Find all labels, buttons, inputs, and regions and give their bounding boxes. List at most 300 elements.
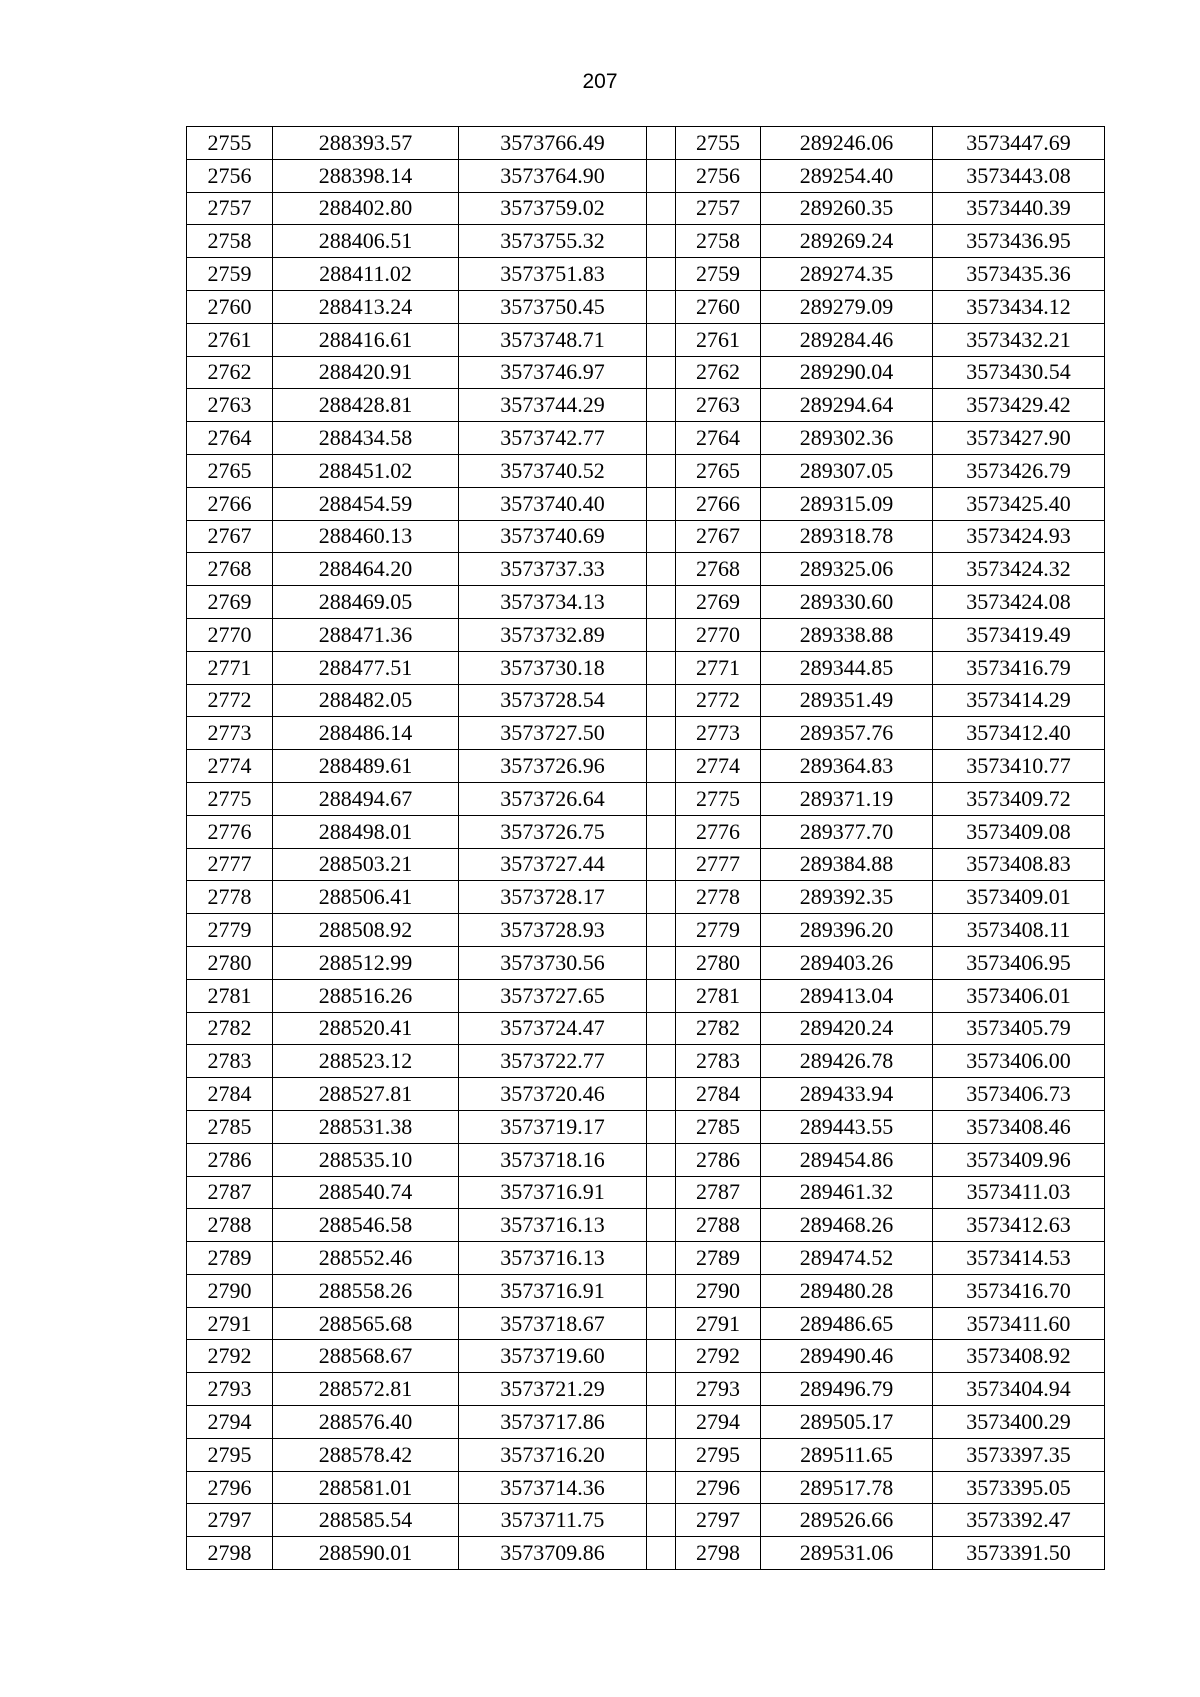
right-point-id-cell: 2756 bbox=[676, 159, 761, 192]
right-x-cell: 289403.26 bbox=[761, 946, 933, 979]
left-x-cell: 288565.68 bbox=[273, 1307, 459, 1340]
right-y-cell: 3573424.93 bbox=[933, 520, 1105, 553]
right-x-cell: 289260.35 bbox=[761, 192, 933, 225]
right-point-id-cell: 2787 bbox=[676, 1176, 761, 1209]
right-y-cell: 3573419.49 bbox=[933, 618, 1105, 651]
left-point-id-cell: 2791 bbox=[187, 1307, 273, 1340]
left-x-cell: 288498.01 bbox=[273, 815, 459, 848]
left-x-cell: 288585.54 bbox=[273, 1504, 459, 1537]
right-y-cell: 3573436.95 bbox=[933, 225, 1105, 258]
right-x-cell: 289396.20 bbox=[761, 914, 933, 947]
coordinates-table bbox=[186, 126, 1105, 1570]
right-y-cell: 3573429.42 bbox=[933, 389, 1105, 422]
left-y-cell: 3573709.86 bbox=[459, 1537, 647, 1570]
right-y-cell: 3573411.03 bbox=[933, 1176, 1105, 1209]
left-x-cell: 288420.91 bbox=[273, 356, 459, 389]
left-y-cell: 3573718.16 bbox=[459, 1143, 647, 1176]
right-point-id-cell: 2769 bbox=[676, 586, 761, 619]
left-point-id-cell: 2760 bbox=[187, 290, 273, 323]
right-y-cell: 3573408.92 bbox=[933, 1340, 1105, 1373]
right-y-cell: 3573397.35 bbox=[933, 1438, 1105, 1471]
left-point-id-cell: 2766 bbox=[187, 487, 273, 520]
right-x-cell: 289511.65 bbox=[761, 1438, 933, 1471]
left-y-cell: 3573727.44 bbox=[459, 848, 647, 881]
right-x-cell: 289420.24 bbox=[761, 1012, 933, 1045]
left-y-cell: 3573719.60 bbox=[459, 1340, 647, 1373]
left-point-id-cell: 2798 bbox=[187, 1537, 273, 1570]
right-y-cell: 3573424.08 bbox=[933, 586, 1105, 619]
right-y-cell: 3573424.32 bbox=[933, 553, 1105, 586]
left-y-cell: 3573732.89 bbox=[459, 618, 647, 651]
left-point-id-cell: 2772 bbox=[187, 684, 273, 717]
table-row bbox=[187, 1537, 1105, 1570]
left-y-cell: 3573726.96 bbox=[459, 750, 647, 783]
left-y-cell: 3573714.36 bbox=[459, 1471, 647, 1504]
gap-cell bbox=[647, 651, 676, 684]
left-point-id-cell: 2761 bbox=[187, 323, 273, 356]
right-point-id-cell: 2781 bbox=[676, 979, 761, 1012]
right-y-cell: 3573447.69 bbox=[933, 127, 1105, 160]
right-point-id-cell: 2759 bbox=[676, 258, 761, 291]
right-point-id-cell: 2773 bbox=[676, 717, 761, 750]
right-y-cell: 3573412.40 bbox=[933, 717, 1105, 750]
table-row bbox=[187, 717, 1105, 750]
left-y-cell: 3573748.71 bbox=[459, 323, 647, 356]
right-x-cell: 289526.66 bbox=[761, 1504, 933, 1537]
left-point-id-cell: 2794 bbox=[187, 1406, 273, 1439]
right-y-cell: 3573425.40 bbox=[933, 487, 1105, 520]
left-y-cell: 3573724.47 bbox=[459, 1012, 647, 1045]
left-point-id-cell: 2785 bbox=[187, 1110, 273, 1143]
table-row bbox=[187, 1373, 1105, 1406]
left-y-cell: 3573720.46 bbox=[459, 1078, 647, 1111]
left-x-cell: 288540.74 bbox=[273, 1176, 459, 1209]
left-y-cell: 3573718.67 bbox=[459, 1307, 647, 1340]
table-row bbox=[187, 750, 1105, 783]
right-point-id-cell: 2763 bbox=[676, 389, 761, 422]
left-y-cell: 3573719.17 bbox=[459, 1110, 647, 1143]
gap-cell bbox=[647, 290, 676, 323]
left-point-id-cell: 2759 bbox=[187, 258, 273, 291]
left-y-cell: 3573742.77 bbox=[459, 422, 647, 455]
left-point-id-cell: 2767 bbox=[187, 520, 273, 553]
left-point-id-cell: 2781 bbox=[187, 979, 273, 1012]
gap-cell bbox=[647, 848, 676, 881]
right-point-id-cell: 2765 bbox=[676, 454, 761, 487]
left-x-cell: 288460.13 bbox=[273, 520, 459, 553]
right-x-cell: 289490.46 bbox=[761, 1340, 933, 1373]
left-y-cell: 3573726.64 bbox=[459, 782, 647, 815]
gap-cell bbox=[647, 1307, 676, 1340]
table-row bbox=[187, 258, 1105, 291]
left-point-id-cell: 2787 bbox=[187, 1176, 273, 1209]
right-y-cell: 3573427.90 bbox=[933, 422, 1105, 455]
right-y-cell: 3573409.01 bbox=[933, 881, 1105, 914]
right-y-cell: 3573406.73 bbox=[933, 1078, 1105, 1111]
left-x-cell: 288471.36 bbox=[273, 618, 459, 651]
right-x-cell: 289315.09 bbox=[761, 487, 933, 520]
right-point-id-cell: 2757 bbox=[676, 192, 761, 225]
right-x-cell: 289480.28 bbox=[761, 1274, 933, 1307]
left-point-id-cell: 2776 bbox=[187, 815, 273, 848]
left-x-cell: 288416.61 bbox=[273, 323, 459, 356]
left-point-id-cell: 2783 bbox=[187, 1045, 273, 1078]
right-x-cell: 289443.55 bbox=[761, 1110, 933, 1143]
right-x-cell: 289318.78 bbox=[761, 520, 933, 553]
table-row bbox=[187, 1110, 1105, 1143]
gap-cell bbox=[647, 881, 676, 914]
right-point-id-cell: 2768 bbox=[676, 553, 761, 586]
right-y-cell: 3573434.12 bbox=[933, 290, 1105, 323]
right-point-id-cell: 2782 bbox=[676, 1012, 761, 1045]
left-point-id-cell: 2757 bbox=[187, 192, 273, 225]
right-y-cell: 3573400.29 bbox=[933, 1406, 1105, 1439]
left-y-cell: 3573740.40 bbox=[459, 487, 647, 520]
left-x-cell: 288512.99 bbox=[273, 946, 459, 979]
right-point-id-cell: 2755 bbox=[676, 127, 761, 160]
left-point-id-cell: 2769 bbox=[187, 586, 273, 619]
left-y-cell: 3573728.17 bbox=[459, 881, 647, 914]
gap-cell bbox=[647, 192, 676, 225]
left-y-cell: 3573759.02 bbox=[459, 192, 647, 225]
right-point-id-cell: 2780 bbox=[676, 946, 761, 979]
left-y-cell: 3573716.13 bbox=[459, 1209, 647, 1242]
left-x-cell: 288464.20 bbox=[273, 553, 459, 586]
gap-cell bbox=[647, 1143, 676, 1176]
right-x-cell: 289364.83 bbox=[761, 750, 933, 783]
table-row bbox=[187, 914, 1105, 947]
left-point-id-cell: 2778 bbox=[187, 881, 273, 914]
left-point-id-cell: 2756 bbox=[187, 159, 273, 192]
table-row bbox=[187, 487, 1105, 520]
right-x-cell: 289246.06 bbox=[761, 127, 933, 160]
right-point-id-cell: 2784 bbox=[676, 1078, 761, 1111]
left-x-cell: 288406.51 bbox=[273, 225, 459, 258]
table-row bbox=[187, 651, 1105, 684]
right-x-cell: 289279.09 bbox=[761, 290, 933, 323]
table-row bbox=[187, 586, 1105, 619]
left-y-cell: 3573744.29 bbox=[459, 389, 647, 422]
right-point-id-cell: 2786 bbox=[676, 1143, 761, 1176]
gap-cell bbox=[647, 1504, 676, 1537]
table-row bbox=[187, 1078, 1105, 1111]
table-row bbox=[187, 290, 1105, 323]
right-point-id-cell: 2771 bbox=[676, 651, 761, 684]
right-x-cell: 289284.46 bbox=[761, 323, 933, 356]
right-x-cell: 289290.04 bbox=[761, 356, 933, 389]
left-point-id-cell: 2768 bbox=[187, 553, 273, 586]
right-y-cell: 3573411.60 bbox=[933, 1307, 1105, 1340]
right-y-cell: 3573392.47 bbox=[933, 1504, 1105, 1537]
left-x-cell: 288411.02 bbox=[273, 258, 459, 291]
left-x-cell: 288482.05 bbox=[273, 684, 459, 717]
right-point-id-cell: 2783 bbox=[676, 1045, 761, 1078]
gap-cell bbox=[647, 1176, 676, 1209]
gap-cell bbox=[647, 225, 676, 258]
table-row bbox=[187, 1176, 1105, 1209]
table-row bbox=[187, 1340, 1105, 1373]
right-point-id-cell: 2776 bbox=[676, 815, 761, 848]
right-y-cell: 3573406.01 bbox=[933, 979, 1105, 1012]
left-point-id-cell: 2758 bbox=[187, 225, 273, 258]
gap-cell bbox=[647, 1274, 676, 1307]
left-y-cell: 3573740.52 bbox=[459, 454, 647, 487]
right-x-cell: 289505.17 bbox=[761, 1406, 933, 1439]
left-x-cell: 288508.92 bbox=[273, 914, 459, 947]
right-x-cell: 289274.35 bbox=[761, 258, 933, 291]
left-point-id-cell: 2796 bbox=[187, 1471, 273, 1504]
left-y-cell: 3573721.29 bbox=[459, 1373, 647, 1406]
table-row bbox=[187, 323, 1105, 356]
left-x-cell: 288552.46 bbox=[273, 1242, 459, 1275]
right-x-cell: 289384.88 bbox=[761, 848, 933, 881]
left-x-cell: 288486.14 bbox=[273, 717, 459, 750]
right-y-cell: 3573408.83 bbox=[933, 848, 1105, 881]
right-point-id-cell: 2791 bbox=[676, 1307, 761, 1340]
left-point-id-cell: 2780 bbox=[187, 946, 273, 979]
gap-cell bbox=[647, 487, 676, 520]
right-x-cell: 289377.70 bbox=[761, 815, 933, 848]
right-y-cell: 3573414.53 bbox=[933, 1242, 1105, 1275]
gap-cell bbox=[647, 684, 676, 717]
right-y-cell: 3573432.21 bbox=[933, 323, 1105, 356]
right-y-cell: 3573409.08 bbox=[933, 815, 1105, 848]
left-point-id-cell: 2795 bbox=[187, 1438, 273, 1471]
right-y-cell: 3573405.79 bbox=[933, 1012, 1105, 1045]
left-point-id-cell: 2774 bbox=[187, 750, 273, 783]
table-row bbox=[187, 356, 1105, 389]
left-y-cell: 3573716.91 bbox=[459, 1274, 647, 1307]
right-point-id-cell: 2785 bbox=[676, 1110, 761, 1143]
left-x-cell: 288494.67 bbox=[273, 782, 459, 815]
right-y-cell: 3573435.36 bbox=[933, 258, 1105, 291]
left-point-id-cell: 2789 bbox=[187, 1242, 273, 1275]
right-x-cell: 289468.26 bbox=[761, 1209, 933, 1242]
right-x-cell: 289474.52 bbox=[761, 1242, 933, 1275]
left-x-cell: 288506.41 bbox=[273, 881, 459, 914]
right-point-id-cell: 2798 bbox=[676, 1537, 761, 1570]
left-x-cell: 288581.01 bbox=[273, 1471, 459, 1504]
right-y-cell: 3573408.11 bbox=[933, 914, 1105, 947]
right-point-id-cell: 2760 bbox=[676, 290, 761, 323]
gap-cell bbox=[647, 815, 676, 848]
table-row bbox=[187, 1504, 1105, 1537]
right-x-cell: 289454.86 bbox=[761, 1143, 933, 1176]
right-point-id-cell: 2775 bbox=[676, 782, 761, 815]
gap-cell bbox=[647, 717, 676, 750]
left-point-id-cell: 2792 bbox=[187, 1340, 273, 1373]
left-x-cell: 288402.80 bbox=[273, 192, 459, 225]
left-y-cell: 3573716.91 bbox=[459, 1176, 647, 1209]
gap-cell bbox=[647, 1110, 676, 1143]
left-y-cell: 3573730.18 bbox=[459, 651, 647, 684]
gap-cell bbox=[647, 454, 676, 487]
right-x-cell: 289307.05 bbox=[761, 454, 933, 487]
right-y-cell: 3573409.96 bbox=[933, 1143, 1105, 1176]
right-point-id-cell: 2795 bbox=[676, 1438, 761, 1471]
right-x-cell: 289269.24 bbox=[761, 225, 933, 258]
table-row bbox=[187, 782, 1105, 815]
right-point-id-cell: 2766 bbox=[676, 487, 761, 520]
table-row bbox=[187, 192, 1105, 225]
left-y-cell: 3573717.86 bbox=[459, 1406, 647, 1439]
left-y-cell: 3573727.65 bbox=[459, 979, 647, 1012]
table-row bbox=[187, 159, 1105, 192]
gap-cell bbox=[647, 979, 676, 1012]
left-point-id-cell: 2773 bbox=[187, 717, 273, 750]
left-x-cell: 288520.41 bbox=[273, 1012, 459, 1045]
left-point-id-cell: 2793 bbox=[187, 1373, 273, 1406]
gap-cell bbox=[647, 1012, 676, 1045]
right-point-id-cell: 2778 bbox=[676, 881, 761, 914]
right-x-cell: 289392.35 bbox=[761, 881, 933, 914]
left-y-cell: 3573716.20 bbox=[459, 1438, 647, 1471]
right-x-cell: 289426.78 bbox=[761, 1045, 933, 1078]
right-point-id-cell: 2796 bbox=[676, 1471, 761, 1504]
left-y-cell: 3573726.75 bbox=[459, 815, 647, 848]
right-x-cell: 289302.36 bbox=[761, 422, 933, 455]
right-y-cell: 3573404.94 bbox=[933, 1373, 1105, 1406]
left-y-cell: 3573728.54 bbox=[459, 684, 647, 717]
table-row bbox=[187, 389, 1105, 422]
left-point-id-cell: 2770 bbox=[187, 618, 273, 651]
right-x-cell: 289496.79 bbox=[761, 1373, 933, 1406]
gap-cell bbox=[647, 618, 676, 651]
right-point-id-cell: 2790 bbox=[676, 1274, 761, 1307]
gap-cell bbox=[647, 520, 676, 553]
gap-cell bbox=[647, 553, 676, 586]
left-point-id-cell: 2779 bbox=[187, 914, 273, 947]
gap-cell bbox=[647, 1537, 676, 1570]
gap-cell bbox=[647, 914, 676, 947]
right-point-id-cell: 2779 bbox=[676, 914, 761, 947]
left-x-cell: 288413.24 bbox=[273, 290, 459, 323]
left-x-cell: 288590.01 bbox=[273, 1537, 459, 1570]
table-row bbox=[187, 1438, 1105, 1471]
gap-cell bbox=[647, 1373, 676, 1406]
right-y-cell: 3573395.05 bbox=[933, 1471, 1105, 1504]
table-row bbox=[187, 1209, 1105, 1242]
left-y-cell: 3573711.75 bbox=[459, 1504, 647, 1537]
left-x-cell: 288428.81 bbox=[273, 389, 459, 422]
gap-cell bbox=[647, 1209, 676, 1242]
left-point-id-cell: 2784 bbox=[187, 1078, 273, 1111]
right-y-cell: 3573409.72 bbox=[933, 782, 1105, 815]
gap-cell bbox=[647, 1340, 676, 1373]
table-row bbox=[187, 848, 1105, 881]
left-y-cell: 3573730.56 bbox=[459, 946, 647, 979]
left-y-cell: 3573740.69 bbox=[459, 520, 647, 553]
right-point-id-cell: 2793 bbox=[676, 1373, 761, 1406]
table-row bbox=[187, 127, 1105, 160]
page-number: 207 bbox=[582, 70, 618, 93]
table-row bbox=[187, 1406, 1105, 1439]
left-x-cell: 288489.61 bbox=[273, 750, 459, 783]
right-point-id-cell: 2770 bbox=[676, 618, 761, 651]
left-point-id-cell: 2797 bbox=[187, 1504, 273, 1537]
table-row bbox=[187, 1307, 1105, 1340]
right-x-cell: 289371.19 bbox=[761, 782, 933, 815]
left-point-id-cell: 2777 bbox=[187, 848, 273, 881]
right-point-id-cell: 2762 bbox=[676, 356, 761, 389]
left-x-cell: 288568.67 bbox=[273, 1340, 459, 1373]
table-row bbox=[187, 815, 1105, 848]
right-x-cell: 289433.94 bbox=[761, 1078, 933, 1111]
table-row bbox=[187, 1274, 1105, 1307]
left-x-cell: 288516.26 bbox=[273, 979, 459, 1012]
right-y-cell: 3573430.54 bbox=[933, 356, 1105, 389]
left-x-cell: 288398.14 bbox=[273, 159, 459, 192]
gap-cell bbox=[647, 1045, 676, 1078]
table-row bbox=[187, 225, 1105, 258]
right-x-cell: 289461.32 bbox=[761, 1176, 933, 1209]
table-row bbox=[187, 684, 1105, 717]
right-x-cell: 289338.88 bbox=[761, 618, 933, 651]
table-row bbox=[187, 1012, 1105, 1045]
left-x-cell: 288531.38 bbox=[273, 1110, 459, 1143]
left-y-cell: 3573716.13 bbox=[459, 1242, 647, 1275]
left-y-cell: 3573746.97 bbox=[459, 356, 647, 389]
gap-cell bbox=[647, 946, 676, 979]
left-x-cell: 288503.21 bbox=[273, 848, 459, 881]
gap-cell bbox=[647, 258, 676, 291]
table-row bbox=[187, 881, 1105, 914]
right-x-cell: 289413.04 bbox=[761, 979, 933, 1012]
left-y-cell: 3573766.49 bbox=[459, 127, 647, 160]
right-y-cell: 3573440.39 bbox=[933, 192, 1105, 225]
table-row bbox=[187, 1471, 1105, 1504]
left-point-id-cell: 2771 bbox=[187, 651, 273, 684]
right-x-cell: 289254.40 bbox=[761, 159, 933, 192]
right-x-cell: 289344.85 bbox=[761, 651, 933, 684]
left-y-cell: 3573737.33 bbox=[459, 553, 647, 586]
right-point-id-cell: 2761 bbox=[676, 323, 761, 356]
right-x-cell: 289531.06 bbox=[761, 1537, 933, 1570]
left-x-cell: 288558.26 bbox=[273, 1274, 459, 1307]
left-x-cell: 288576.40 bbox=[273, 1406, 459, 1439]
gap-cell bbox=[647, 422, 676, 455]
gap-cell bbox=[647, 1078, 676, 1111]
right-y-cell: 3573406.00 bbox=[933, 1045, 1105, 1078]
right-point-id-cell: 2758 bbox=[676, 225, 761, 258]
right-y-cell: 3573410.77 bbox=[933, 750, 1105, 783]
right-point-id-cell: 2788 bbox=[676, 1209, 761, 1242]
left-x-cell: 288523.12 bbox=[273, 1045, 459, 1078]
coordinates-table-body bbox=[187, 127, 1105, 1570]
left-y-cell: 3573722.77 bbox=[459, 1045, 647, 1078]
gap-cell bbox=[647, 1406, 676, 1439]
right-y-cell: 3573443.08 bbox=[933, 159, 1105, 192]
left-x-cell: 288546.58 bbox=[273, 1209, 459, 1242]
table-row bbox=[187, 454, 1105, 487]
left-x-cell: 288572.81 bbox=[273, 1373, 459, 1406]
table-row bbox=[187, 979, 1105, 1012]
right-y-cell: 3573416.79 bbox=[933, 651, 1105, 684]
gap-cell bbox=[647, 782, 676, 815]
right-point-id-cell: 2792 bbox=[676, 1340, 761, 1373]
table-row bbox=[187, 946, 1105, 979]
gap-cell bbox=[647, 1471, 676, 1504]
left-x-cell: 288578.42 bbox=[273, 1438, 459, 1471]
right-x-cell: 289294.64 bbox=[761, 389, 933, 422]
right-point-id-cell: 2794 bbox=[676, 1406, 761, 1439]
left-x-cell: 288393.57 bbox=[273, 127, 459, 160]
right-x-cell: 289330.60 bbox=[761, 586, 933, 619]
left-x-cell: 288469.05 bbox=[273, 586, 459, 619]
right-y-cell: 3573416.70 bbox=[933, 1274, 1105, 1307]
right-y-cell: 3573406.95 bbox=[933, 946, 1105, 979]
gap-cell bbox=[647, 323, 676, 356]
